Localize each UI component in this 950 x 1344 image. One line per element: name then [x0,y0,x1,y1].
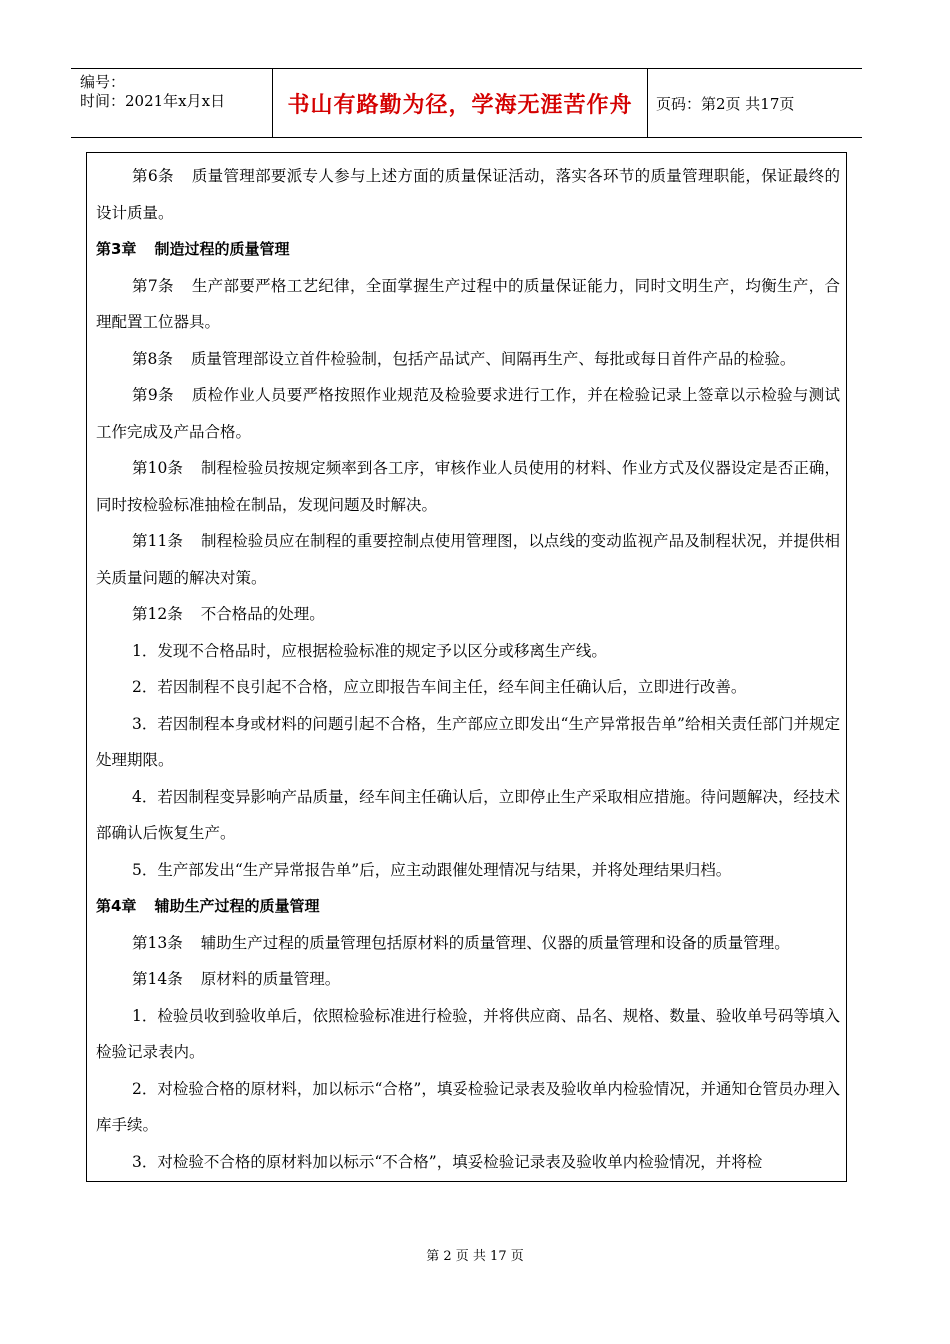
article-text: 不合格品的处理。 [200,605,325,623]
list-item: 3．对检验不合格的原材料加以标示“不合格”，填妥检验记录表及验收单内检验情况，并将检 [132,1152,763,1171]
article-text: 质量管理部设立首件检验制，包括产品试产、间隔再生产、每批或每日首件产品的检验。 [190,349,796,368]
article-paragraph [96,523,840,596]
article-number: 第7条 [132,276,174,295]
article-paragraph [96,961,840,998]
page-footer: 第 2 页 共 17 页 [426,1249,524,1264]
motto-cell [273,69,648,137]
article-text: 制程检验员按规定频率到各工序，审核作业人员使用的材料、作业方式及仪器设定是否正确，同时按检验标准抽检在制品，发现问题及时解决。 [96,459,840,514]
article-paragraph [96,596,840,633]
chapter-number: 第4章 [96,897,137,915]
page-header [71,68,862,138]
list-item: 1．发现不合格品时，应根据检验标准的规定予以区分或移离生产线。 [132,641,607,660]
document-body-frame [86,152,847,1182]
chapter-title: 制造过程的质量管理 [154,240,290,258]
chapter-heading [96,231,840,268]
date-label: 时间：2021年x月x日 [80,92,226,110]
article-text: 质量管理部要派专人参与上述方面的质量保证活动，落实各环节的质量管理职能，保证最终的设计质量。 [96,167,840,222]
list-item: 2．对检验合格的原材料，加以标示“合格”，填妥检验记录表及验收单内检验情况，并通知仓管员办理入库手续。 [96,1079,840,1134]
article-number: 第10条 [132,459,183,477]
list-item: 1．检验员收到验收单后，依照检验标准进行检验，并将供应商、品名、规格、数量、验收单号码等填入检验记录表内。 [96,1006,840,1061]
article-text: 辅助生产过程的质量管理包括原材料的质量管理、仪器的质量管理和设备的质量管理。 [200,933,790,952]
article-text: 制程检验员应在制程的重要控制点使用管理图，以点线的变动监视产品及制程状况，并提供相关质量问题的解决对策。 [96,532,840,587]
document-body [96,158,840,1180]
article-number: 第11条 [132,532,183,550]
chapter-number: 第3章 [96,240,137,258]
article-paragraph [96,268,840,341]
list-item: 3．若因制程本身或材料的问题引起不合格，生产部应立即发出“生产异常报告单”给相关责任部门并规定处理期限。 [96,714,840,769]
serial-number-label: 编号： [80,73,126,91]
list-item: 5．生产部发出“生产异常报告单”后，应主动跟催处理情况与结果，并将处理结果归档。 [132,860,732,879]
article-number: 第13条 [132,933,183,952]
list-item: 2．若因制程不良引起不合格，应立即报告车间主任，经车间主任确认后，立即进行改善。 [132,678,747,696]
article-paragraph [96,450,840,523]
article-text: 生产部要严格工艺纪律，全面掌握生产过程中的质量保证能力，同时文明生产，均衡生产，合理配置工位器具。 [96,276,840,331]
article-number: 第14条 [132,970,183,988]
page-info-cell [648,69,870,137]
article-text: 原材料的质量管理。 [200,970,341,988]
article-number: 第8条 [132,349,173,368]
article-number: 第6条 [132,167,174,185]
article-paragraph [96,925,840,962]
list-item: 4．若因制程变异影响产品质量，经车间主任确认后，立即停止生产采取相应措施。待问题解决，经技术部确认后恢复生产。 [96,787,840,842]
article-paragraph [96,158,840,231]
chapter-title: 辅助生产过程的质量管理 [154,897,320,915]
header-meta-cell [71,69,273,137]
article-number: 第9条 [132,386,174,404]
article-paragraph [96,341,840,378]
motto-text: 书山有路勤为径，学海无涯苦作舟 [287,91,633,118]
page-info-text: 页码：第2页 共17页 [656,94,795,113]
article-text: 质检作业人员要严格按照作业规范及检验要求进行工作，并在检验记录上签章以示检验与测试工作完成及产品合格。 [96,386,840,441]
article-number: 第12条 [132,605,183,623]
chapter-heading [96,888,840,925]
article-paragraph [96,377,840,450]
